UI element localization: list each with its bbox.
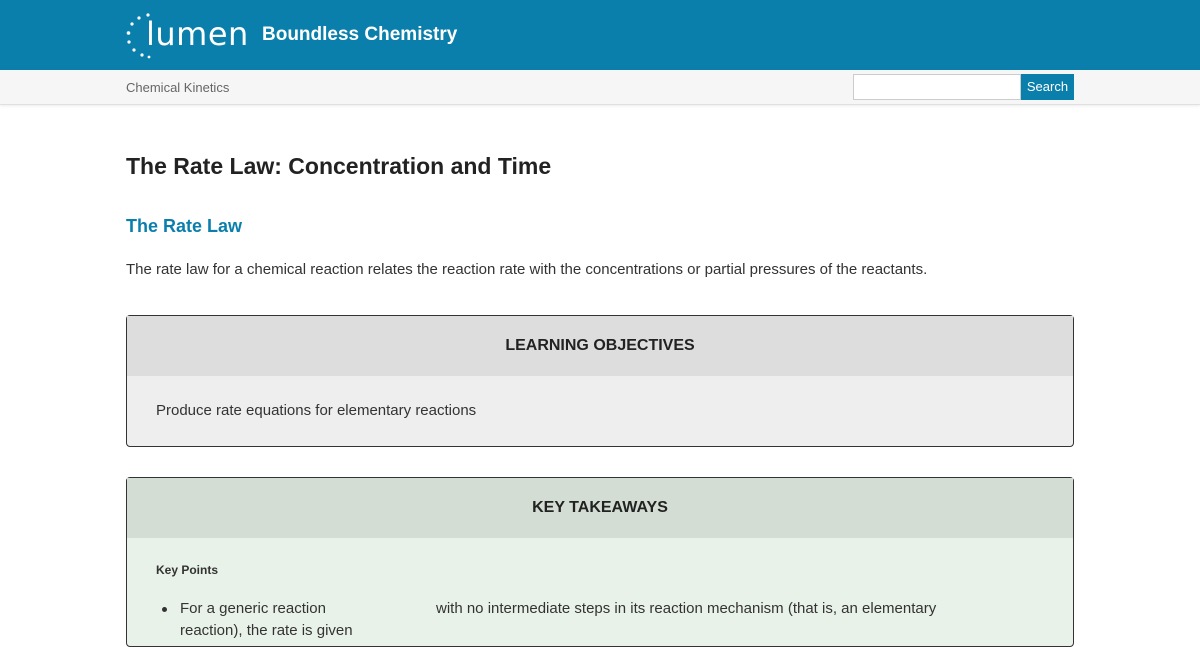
learning-objective-item: Produce rate equations for elementary reactions xyxy=(156,402,477,419)
key-point-text-end: with no intermediate steps in its reaction mechanism (that is, an elementary xyxy=(436,600,937,617)
key-points-subheading: Key Points xyxy=(156,563,219,577)
bullet-icon xyxy=(162,607,167,612)
key-takeaways-heading: KEY TAKEAWAYS xyxy=(127,478,1073,538)
key-point-text-continued: reaction), the rate is given xyxy=(180,622,353,639)
search-input[interactable] xyxy=(853,74,1021,100)
section-title: The Rate Law xyxy=(126,216,243,236)
page-title: The Rate Law: Concentration and Time xyxy=(126,153,552,179)
top-header-bar xyxy=(0,0,1200,70)
site-title[interactable]: Boundless Chemistry xyxy=(262,24,458,45)
search-button[interactable]: Search xyxy=(1021,74,1074,100)
breadcrumb-chapter[interactable]: Chemical Kinetics xyxy=(126,80,230,95)
learning-objectives-box xyxy=(126,315,1074,447)
intro-paragraph: The rate law for a chemical reaction relates the reaction rate with the concentrations or partial pressures of the reactants. xyxy=(126,261,928,278)
sub-navigation-bar xyxy=(0,70,1200,105)
key-point-text-start: For a generic reaction xyxy=(180,600,326,617)
logo-wordmark[interactable]: lumen xyxy=(146,15,249,53)
key-takeaways-box xyxy=(126,477,1074,647)
learning-objectives-heading: LEARNING OBJECTIVES xyxy=(127,316,1073,376)
